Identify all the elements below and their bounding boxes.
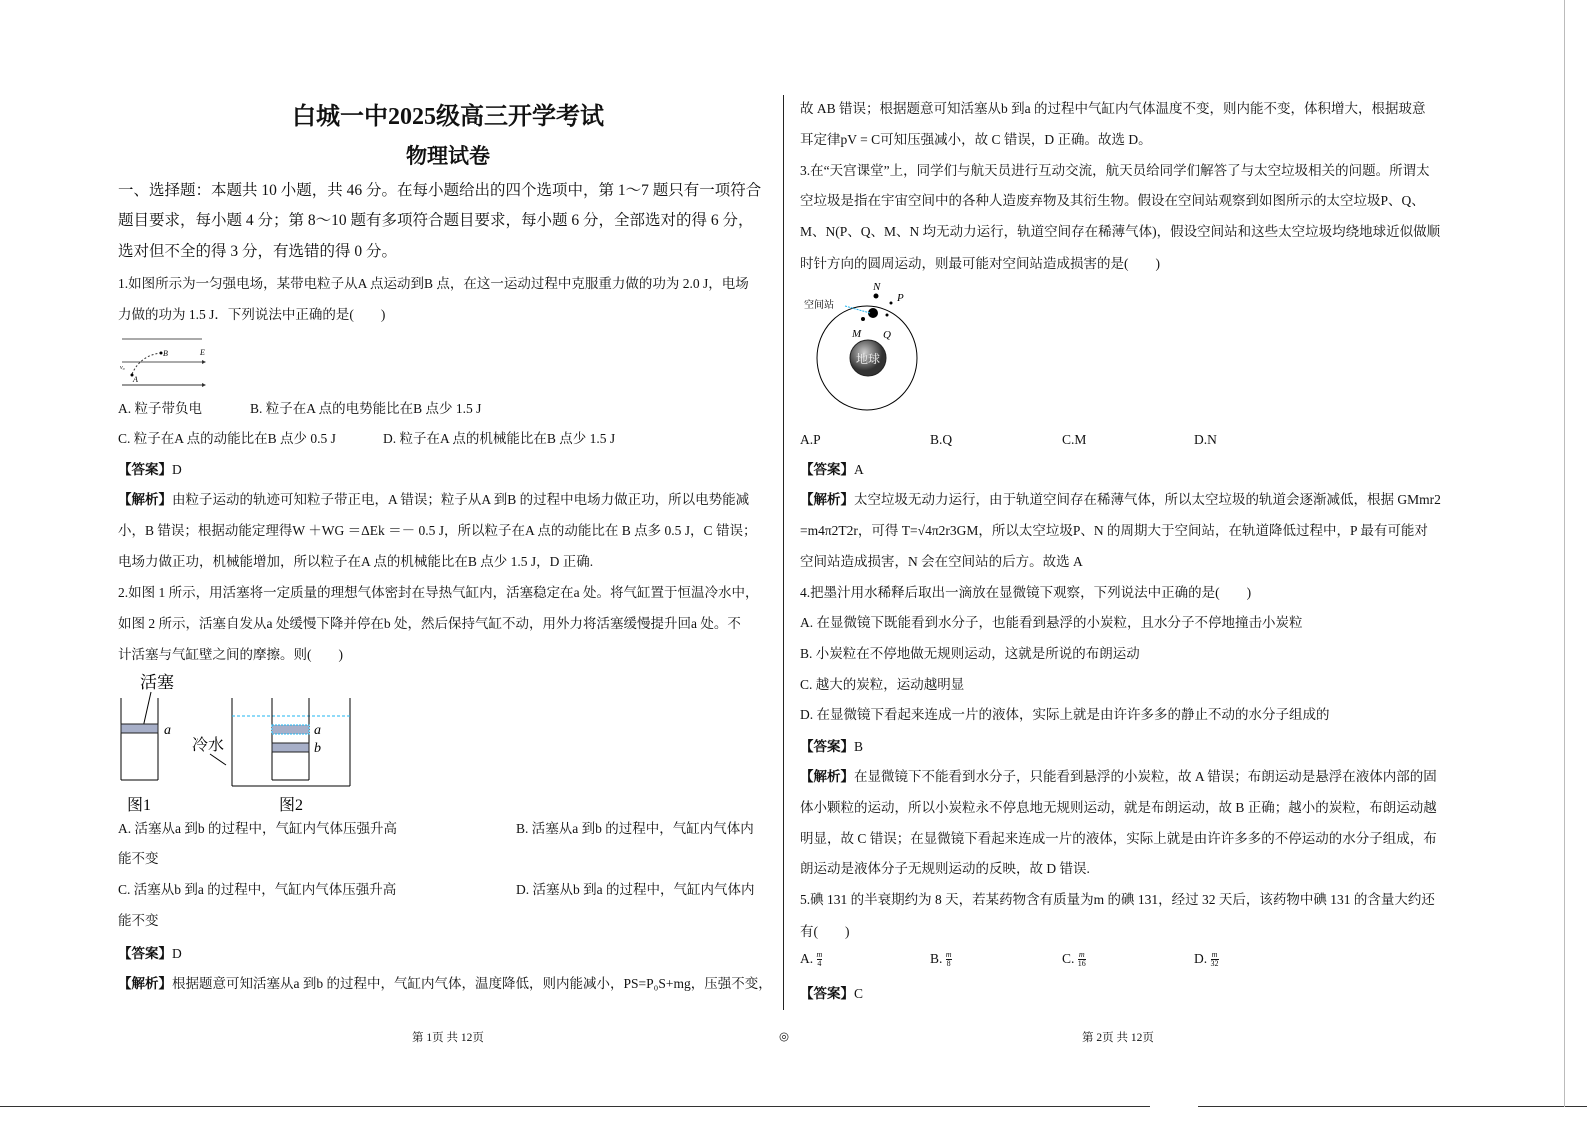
answer bbox=[800, 985, 863, 1003]
option-a: A. 在显微镜下既能看到水分子，也能看到悬浮的小炭粒，且水分子不停地撞击小炭粒 bbox=[800, 615, 1303, 630]
answer bbox=[118, 461, 182, 479]
analysis-text: 故 AB 错误；根据题意可知活塞从b 到a 的过程中气缸内气体温度不变，则内能不变，体积增大，根据玻意 bbox=[800, 101, 1426, 116]
page-number-right: 第 2页 共 12页 bbox=[1082, 1032, 1154, 1044]
denominator: 8 bbox=[946, 959, 951, 969]
section-instructions: 一、选择题：本题共 10 小题，共 46 分。在每小题给出的四个选项中，第 1～7 题只有一项符合 bbox=[118, 182, 762, 199]
option-c bbox=[1062, 950, 1086, 968]
option-d bbox=[1194, 950, 1219, 968]
numerator: m bbox=[1078, 950, 1085, 960]
option-label: A. bbox=[800, 951, 814, 966]
numerator: m bbox=[945, 950, 952, 960]
option-b: B. 活塞从a 到b 的过程中，气缸内气体内 bbox=[516, 821, 754, 836]
answer-label: 【答案】 bbox=[800, 462, 854, 477]
page-edge bbox=[1564, 0, 1565, 1107]
question-3-stem: 3.在“天宫课堂”上，同学们与航天员进行互动交流，航天员给同学们解答了与太空垃圾相关的问题。所谓太 bbox=[800, 163, 1430, 178]
option-a: A. 活塞从a 到b 的过程中，气缸内气体压强升高 bbox=[118, 821, 397, 836]
question-5-stem: 5.碘 131 的半衰期约为 8 天，若某药物含有质量为m 的碘 131，经过 32 天后，该药物中碘 131 的含量大约还 bbox=[800, 892, 1435, 907]
fraction bbox=[817, 951, 823, 968]
fraction bbox=[946, 951, 952, 968]
question-3-stem: 时针方向的圆周运动，则最可能对空间站造成损害的是( ) bbox=[800, 256, 1160, 271]
option-label: C. bbox=[1062, 951, 1075, 966]
answer bbox=[118, 945, 182, 963]
question-2-stem: 计活塞与气缸壁之间的摩擦。则( ) bbox=[118, 647, 343, 662]
answer-value: D bbox=[172, 946, 182, 961]
label-q: Q bbox=[883, 329, 891, 341]
orbit-figure bbox=[800, 280, 920, 415]
option-d: D.N bbox=[1194, 432, 1217, 447]
question-2-stem: 2.如图 1 所示，用活塞将一定质量的理想气体密封在导热气缸内，活塞稳定在a 处。将气缸置于恒温冷水中， bbox=[118, 585, 759, 600]
answer-label: 【答案】 bbox=[800, 986, 854, 1001]
option-d: D. 在显微镜下看起来连成一片的液体，实际上就是由许许多多的静止不动的水分子组成的 bbox=[800, 707, 1330, 722]
electric-field-figure bbox=[120, 338, 210, 388]
analysis bbox=[118, 491, 749, 509]
label-e: E bbox=[200, 348, 205, 357]
answer bbox=[800, 738, 863, 756]
option-c: C.M bbox=[1062, 432, 1087, 447]
analysis-label: 【解析】 bbox=[800, 769, 854, 784]
analysis-text: 耳定律pV = C可知压强减小，故 C 错误，D 正确。故选 D。 bbox=[800, 132, 1152, 147]
answer-label: 【答案】 bbox=[118, 946, 172, 961]
option-a: A. 粒子带负电 bbox=[118, 401, 202, 416]
question-1-stem: 力做的功为 1.5 J．下列说法中正确的是( ) bbox=[118, 307, 386, 322]
answer bbox=[800, 461, 864, 479]
analysis-label: 【解析】 bbox=[118, 492, 172, 507]
question-4-stem: 4.把墨汁用水稀释后取出一滴放在显微镜下观察，下列说法中正确的是( ) bbox=[800, 585, 1252, 600]
analysis-text: 小，B 错误；根据动能定理得W ＋WG ＝ΔEk ＝－ 0.5 J，所以粒子在A 点的动能比在 B 点多 0.5 J，C 错误； bbox=[118, 523, 757, 538]
footer-symbol: ◎ bbox=[779, 1031, 790, 1043]
label-a: a bbox=[164, 723, 171, 738]
option-d: D. 粒子在A 点的机械能比在B 点少 1.5 J bbox=[383, 431, 616, 446]
exam-subtitle: 物理试卷 bbox=[406, 144, 490, 168]
label-b: b bbox=[314, 741, 321, 756]
section-instructions: 题目要求，每小题 4 分；第 8～10 题有多项符合题目要求，每小题 6 分，全部选对的得 6 分， bbox=[118, 212, 754, 229]
analysis bbox=[800, 491, 1441, 509]
page-number-left: 第 1页 共 12页 bbox=[412, 1032, 484, 1044]
option-b: B. 粒子在A 点的电势能比在B 点少 1.5 J bbox=[250, 401, 482, 416]
option-label: B. bbox=[930, 951, 943, 966]
bottom-rule bbox=[1198, 1106, 1587, 1107]
option-label: D. bbox=[1194, 951, 1208, 966]
label-earth: 地球 bbox=[856, 352, 881, 366]
option-c: C. 越大的炭粒，运动越明显 bbox=[800, 677, 965, 692]
analysis-text: 体小颗粒的运动，所以小炭粒永不停息地无规则运动，就是布朗运动，故 B 正确；越小的炭粒，布朗运动越 bbox=[800, 800, 1437, 815]
label-cold-water: 冷水 bbox=[192, 737, 225, 754]
analysis-label: 【解析】 bbox=[800, 492, 854, 507]
analysis bbox=[800, 768, 1437, 786]
question-1-stem: 1.如图所示为一匀强电场，某带电粒子从A 点运动到B 点，在这一运动过程中克服重力做的功为 2.0 J，电场 bbox=[118, 276, 749, 291]
analysis-text: 电场力做正功，机械能增加，所以粒子在A 点的机械能比在B 点少 1.5 J，D 正确. bbox=[118, 554, 594, 569]
label-p: P bbox=[897, 292, 904, 304]
fraction bbox=[1078, 951, 1086, 968]
label-fig1: 图1 bbox=[127, 797, 152, 814]
bottom-rule bbox=[0, 1106, 1150, 1107]
answer-label: 【答案】 bbox=[118, 462, 172, 477]
option-b-cont: 能不变 bbox=[118, 851, 159, 866]
answer-value: D bbox=[172, 462, 182, 477]
answer-value: C bbox=[854, 986, 864, 1001]
option-b bbox=[930, 950, 952, 968]
analysis-text: =m4π2T2r，可得 T=√4π2r3GM，所以太空垃圾P、N 的周期大于空间站，在轨道降低过程中，P 最有可能对 bbox=[800, 523, 1428, 538]
column-divider bbox=[783, 95, 784, 1010]
answer-value: B bbox=[854, 739, 864, 754]
analysis-text: 太空垃圾无动力运行，由于轨道空间存在稀薄气体，所以太空垃圾的轨道会逐渐减低，根据 GMmr2 bbox=[854, 492, 1441, 507]
label-n: N bbox=[873, 281, 881, 293]
analysis-text: 由粒子运动的轨迹可知粒子带正电，A 错误；粒子从A 到B 的过程中电场力做正功，所以电势能减 bbox=[172, 492, 750, 507]
numerator: m bbox=[1211, 950, 1218, 960]
exam-title: 白城一中2025级高三开学考试 bbox=[292, 104, 604, 130]
analysis-text: 明显，故 C 错误；在显微镜下看起来连成一片的液体，实际上就是由许许多多的不停运动的水分子组成，布 bbox=[800, 831, 1437, 846]
analysis-text: 朗运动是液体分子无规则运动的反映，故 D 错误. bbox=[800, 861, 1090, 876]
label-fig2: 图2 bbox=[279, 797, 304, 814]
option-c: C. 活塞从b 到a 的过程中，气缸内气体压强升高 bbox=[118, 882, 397, 897]
question-5-stem: 有( ) bbox=[800, 924, 850, 939]
label-piston: 活塞 bbox=[140, 673, 174, 692]
option-a bbox=[800, 950, 822, 968]
option-b: B.Q bbox=[930, 432, 953, 447]
denominator: 32 bbox=[1210, 959, 1219, 969]
option-b: B. 小炭粒在不停地做无规则运动，这就是所说的布朗运动 bbox=[800, 646, 1140, 661]
label-b: B bbox=[163, 349, 168, 358]
label-a: a bbox=[314, 723, 321, 738]
analysis-label: 【解析】 bbox=[118, 976, 172, 991]
label-m: M bbox=[852, 328, 862, 340]
analysis-text: 在显微镜下不能看到水分子，只能看到悬浮的小炭粒，故 A 错误；布朗运动是悬浮在液体内部的固 bbox=[854, 769, 1437, 784]
answer-value: A bbox=[854, 462, 864, 477]
option-d-cont: 能不变 bbox=[118, 913, 159, 928]
answer-label: 【答案】 bbox=[800, 739, 854, 754]
option-a: A.P bbox=[800, 432, 821, 447]
denominator: 16 bbox=[1077, 959, 1086, 969]
denominator: 4 bbox=[817, 959, 822, 969]
analysis bbox=[118, 975, 772, 993]
question-3-stem: 空垃圾是指在宇宙空间中的各种人造废弃物及其衍生物。假设在空间站观察到如图所示的太空垃圾P、Q、 bbox=[800, 193, 1425, 208]
label-space-station: 空间站 bbox=[804, 300, 834, 311]
option-d: D. 活塞从b 到a 的过程中，气缸内气体内 bbox=[516, 882, 755, 897]
analysis-text: 空间站造成损害，N 会在空间站的后方。故选 A bbox=[800, 554, 1083, 569]
option-c: C. 粒子在A 点的动能比在B 点少 0.5 J bbox=[118, 431, 336, 446]
analysis-text: 根据题意可知活塞从a 到b 的过程中，气缸内气体，温度降低，则内能减小，PS=P₀S+mg，压强不变， bbox=[172, 976, 772, 991]
section-instructions: 选对但不全的得 3 分，有选错的得 0 分。 bbox=[118, 243, 398, 260]
label-a: A bbox=[133, 375, 138, 384]
question-2-stem: 如图 2 所示，活塞自发从a 处缓慢下降并停在b 处，然后保持气缸不动，用外力将活塞缓慢提升回a 处。不 bbox=[118, 616, 741, 631]
label-v0: v₀ bbox=[120, 365, 125, 371]
question-3-stem: M、N(P、Q、M、N 均无动力运行，轨道空间存在稀薄气体)，假设空间站和这些太空垃圾均绕地球近似做顺 bbox=[800, 224, 1441, 239]
cylinder-figure bbox=[118, 670, 358, 815]
fraction bbox=[1211, 951, 1219, 968]
numerator: m bbox=[816, 950, 823, 960]
